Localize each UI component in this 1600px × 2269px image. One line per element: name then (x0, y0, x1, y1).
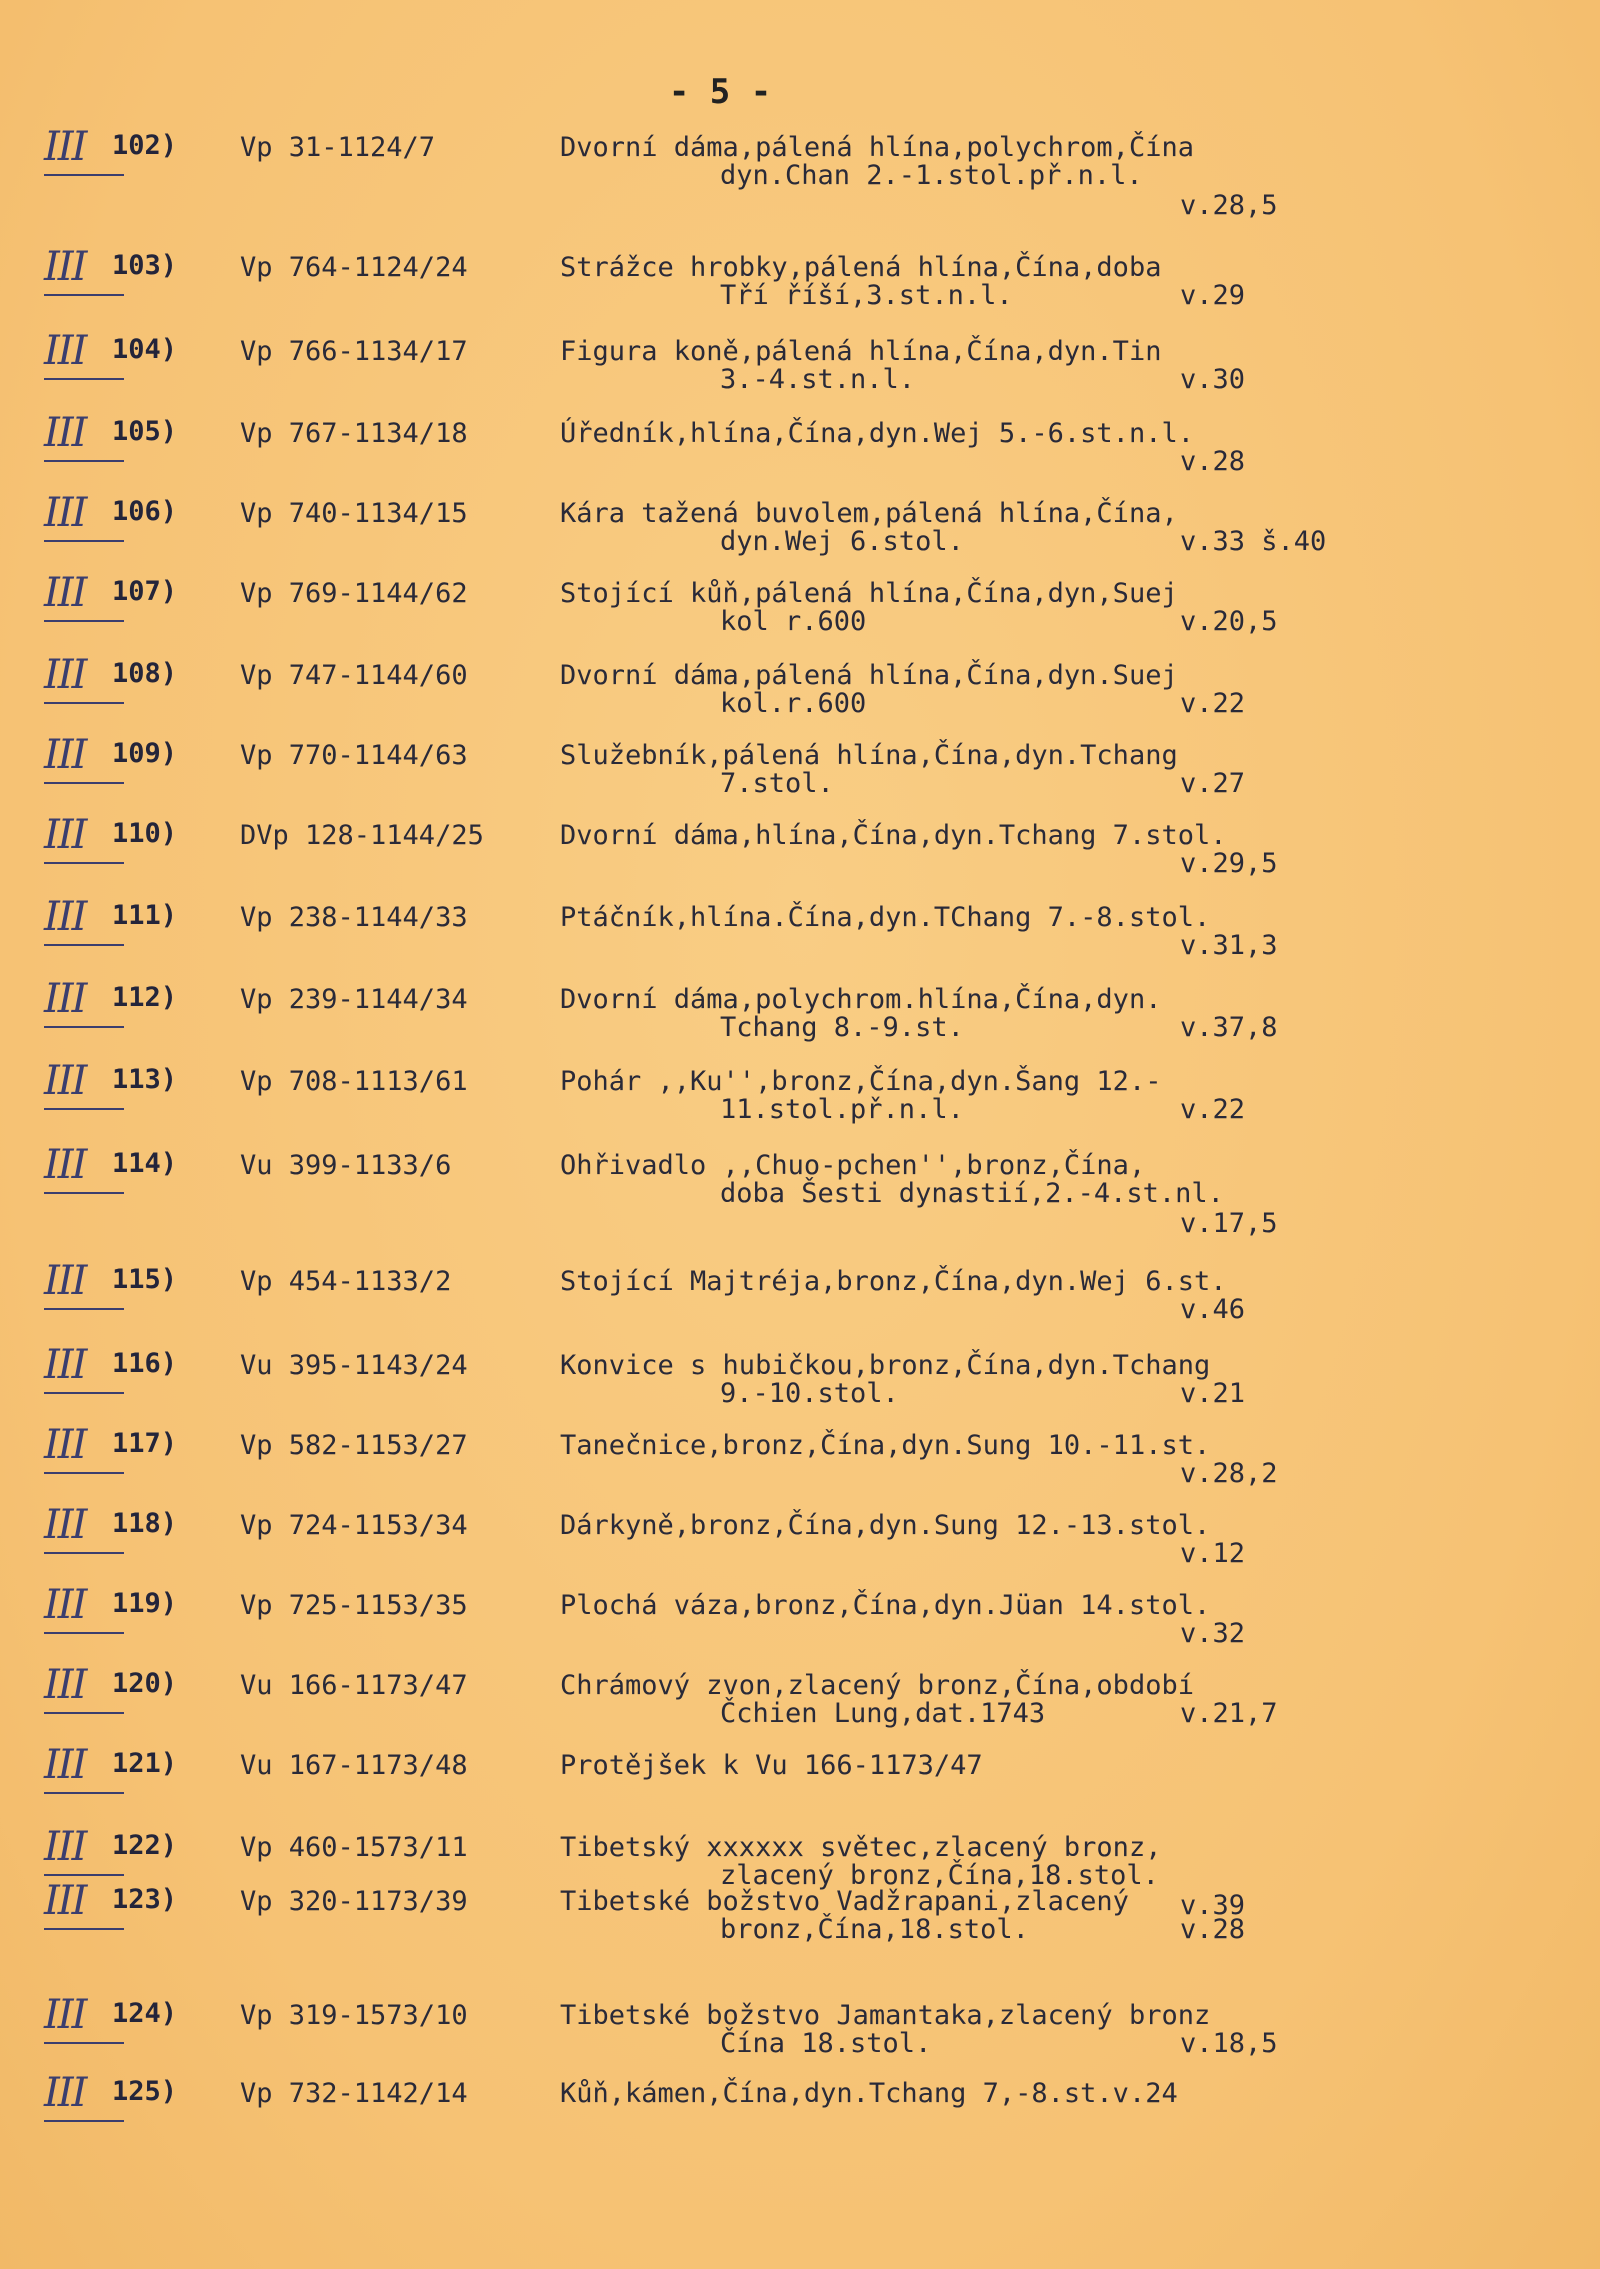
inventory-number: Vu 166-1173/47 (240, 1670, 468, 1701)
entry-number: 115) (112, 1264, 178, 1295)
description-line-3: v.39 (1180, 1890, 1246, 1921)
entry-number: 105) (112, 416, 178, 447)
list-item (0, 894, 1600, 980)
description-line-2: dyn.Chan 2.-1.stol.př.n.l. (720, 160, 1143, 191)
list-item (0, 1878, 1600, 1964)
handwritten-mark: III (44, 1258, 124, 1310)
measurement: v.30 (1180, 364, 1246, 395)
list-item (0, 124, 1600, 221)
entry-number: 102) (112, 130, 178, 161)
measurement: v.28 (1180, 1914, 1246, 1945)
description-line-2: Tří říší,3.st.n.l. (720, 280, 1013, 311)
inventory-number: Vu 167-1173/48 (240, 1750, 468, 1781)
inventory-number: Vp 239-1144/34 (240, 984, 468, 1015)
entry-number: 110) (112, 818, 178, 849)
list-item (0, 652, 1600, 738)
handwritten-mark: III (44, 1992, 124, 2044)
handwritten-mark: III (44, 1142, 124, 1194)
description-line-2: kol r.600 (720, 606, 867, 637)
list-item (0, 490, 1600, 576)
measurement: v.20,5 (1180, 606, 1278, 637)
measurement: v.28 (1180, 446, 1246, 477)
list-item (0, 2070, 1600, 2156)
inventory-number: Vp 766-1134/17 (240, 336, 468, 367)
handwritten-mark: III (44, 124, 124, 176)
inventory-number: Vp 769-1144/62 (240, 578, 468, 609)
handwritten-mark: III (44, 812, 124, 864)
inventory-number: Vp 582-1153/27 (240, 1430, 468, 1461)
entry-number: 121) (112, 1748, 178, 1779)
list-item (0, 1342, 1600, 1428)
entry-number: 104) (112, 334, 178, 365)
description-line-1: Tibetský xxxxxx světec,zlacený bronz, (560, 1832, 1162, 1863)
list-item (0, 410, 1600, 496)
description-line-1: Ptáčník,hlína.Čína,dyn.TChang 7.-8.stol. (560, 902, 1211, 933)
handwritten-mark: III (44, 1582, 124, 1634)
entry-number: 119) (112, 1588, 178, 1619)
description-line-2: doba Šesti dynastií,2.-4.st.nl. (720, 1178, 1224, 1209)
handwritten-mark: III (44, 1422, 124, 1474)
inventory-number: Vp 460-1573/11 (240, 1832, 468, 1863)
inventory-number: Vp 238-1144/33 (240, 902, 468, 933)
description-line-1: Tibetské božstvo Vadžrapani,zlacený (560, 1886, 1129, 1917)
description-line-1: Pohár ,,Ku'',bronz,Čína,dyn.Šang 12.- (560, 1066, 1162, 1097)
description-line-1: Kára tažená buvolem,pálená hlína,Čína, (560, 498, 1178, 529)
entry-number: 124) (112, 1998, 178, 2029)
entry-number: 108) (112, 658, 178, 689)
description-line-1: Stojící Majtréja,bronz,Čína,dyn.Wej 6.st. (560, 1266, 1227, 1297)
entry-number: 122) (112, 1830, 178, 1861)
description-line-1: Stojící kůň,pálená hlína,Čína,dyn,Suej (560, 578, 1178, 609)
entry-number: 113) (112, 1064, 178, 1095)
inventory-number: Vp 764-1124/24 (240, 252, 468, 283)
entry-number: 120) (112, 1668, 178, 1699)
list-item (0, 976, 1600, 1062)
description-line-1: Dvorní dáma,hlína,Čína,dyn.Tchang 7.stol. (560, 820, 1227, 851)
description-line-2: Čchien Lung,dat.1743 (720, 1698, 1046, 1729)
entry-number: 112) (112, 982, 178, 1013)
inventory-number: Vp 732-1142/14 (240, 2078, 468, 2109)
handwritten-mark: III (44, 1824, 124, 1876)
handwritten-mark: III (44, 732, 124, 784)
inventory-number: Vu 395-1143/24 (240, 1350, 468, 1381)
measurement: v.31,3 (1180, 930, 1278, 961)
description-line-2: bronz,Čína,18.stol. (720, 1914, 1029, 1945)
handwritten-mark: III (44, 1878, 124, 1930)
list-item (0, 1058, 1600, 1144)
description-line-2: 3.-4.st.n.l. (720, 364, 916, 395)
inventory-number: Vp 770-1144/63 (240, 740, 468, 771)
handwritten-mark: III (44, 328, 124, 380)
description-line-2: 7.stol. (720, 768, 834, 799)
list-item (0, 1142, 1600, 1239)
description-line-1: Dárkyně,bronz,Čína,dyn.Sung 12.-13.stol. (560, 1510, 1211, 1541)
list-item (0, 1502, 1600, 1588)
description-line-1: Dvorní dáma,pálená hlína,Čína,dyn.Suej (560, 660, 1178, 691)
inventory-number: Vp 320-1173/39 (240, 1886, 468, 1917)
list-item (0, 812, 1600, 898)
list-item (0, 1422, 1600, 1508)
inventory-number: Vp 31-1124/7 (240, 132, 436, 163)
description-line-1: Figura koně,pálená hlína,Čína,dyn.Tin (560, 336, 1162, 367)
description-line-2: Čína 18.stol. (720, 2028, 932, 2059)
entry-number: 117) (112, 1428, 178, 1459)
description-line-2: Tchang 8.-9.st. (720, 1012, 964, 1043)
handwritten-mark: III (44, 1662, 124, 1714)
inventory-number: Vp 724-1153/34 (240, 1510, 468, 1541)
description-line-2: kol.r.600 (720, 688, 867, 719)
list-item (0, 1582, 1600, 1668)
description-line-2: 11.stol.př.n.l. (720, 1094, 964, 1125)
handwritten-mark: III (44, 1342, 124, 1394)
entry-number: 123) (112, 1884, 178, 1915)
inventory-number: Vp 725-1153/35 (240, 1590, 468, 1621)
handwritten-mark: III (44, 1742, 124, 1794)
list-item (0, 328, 1600, 414)
measurement: v.46 (1180, 1294, 1246, 1325)
description-line-1: Úředník,hlína,Čína,dyn.Wej 5.-6.st.n.l. (560, 418, 1194, 449)
list-item (0, 1742, 1600, 1828)
list-item (0, 570, 1600, 656)
description-line-1: Protějšek k Vu 166-1173/47 (560, 1750, 983, 1781)
handwritten-mark: III (44, 1058, 124, 1110)
measurement: v.18,5 (1180, 2028, 1278, 2059)
handwritten-mark: III (44, 490, 124, 542)
description-line-3: v.17,5 (1180, 1208, 1278, 1239)
entry-number: 116) (112, 1348, 178, 1379)
description-line-1: Konvice s hubičkou,bronz,Čína,dyn.Tchang (560, 1350, 1211, 1381)
inventory-number: Vp 454-1133/2 (240, 1266, 452, 1297)
description-line-1: Strážce hrobky,pálená hlína,Čína,doba (560, 252, 1162, 283)
handwritten-mark: III (44, 976, 124, 1028)
entry-number: 114) (112, 1148, 178, 1179)
measurement: v.37,8 (1180, 1012, 1278, 1043)
measurement: v.27 (1180, 768, 1246, 799)
handwritten-mark: III (44, 410, 124, 462)
handwritten-mark: III (44, 894, 124, 946)
measurement: v.28,2 (1180, 1458, 1278, 1489)
inventory-number: Vp 319-1573/10 (240, 2000, 468, 2031)
description-line-1: Tibetské božstvo Jamantaka,zlacený bronz (560, 2000, 1211, 2031)
description-line-2: dyn.Wej 6.stol. (720, 526, 964, 557)
measurement: v.29,5 (1180, 848, 1278, 879)
description-line-1: Služebník,pálená hlína,Čína,dyn.Tchang (560, 740, 1178, 771)
list-item (0, 244, 1600, 330)
entry-number: 109) (112, 738, 178, 769)
inventory-number: Vu 399-1133/6 (240, 1150, 452, 1181)
description-line-1: Kůň,kámen,Čína,dyn.Tchang 7,-8.st.v.24 (560, 2078, 1178, 2109)
entry-number: 125) (112, 2076, 178, 2107)
measurement: v.29 (1180, 280, 1246, 311)
list-item (0, 1662, 1600, 1748)
description-line-1: Chrámový zvon,zlacený bronz,Čína,období (560, 1670, 1194, 1701)
page-number: - 5 - (668, 72, 772, 112)
list-item (0, 732, 1600, 818)
description-line-3: v.28,5 (1180, 190, 1278, 221)
entry-number: 118) (112, 1508, 178, 1539)
measurement: v.21,7 (1180, 1698, 1278, 1729)
measurement: v.22 (1180, 688, 1246, 719)
entry-number: 103) (112, 250, 178, 281)
description-line-2: zlacený bronz,Čína,18.stol. (720, 1860, 1159, 1891)
handwritten-mark: III (44, 652, 124, 704)
measurement: v.33 š.40 (1180, 526, 1327, 557)
list-item (0, 1258, 1600, 1344)
measurement: v.22 (1180, 1094, 1246, 1125)
description-line-2: 9.-10.stol. (720, 1378, 899, 1409)
entry-number: 111) (112, 900, 178, 931)
inventory-number: Vp 740-1134/15 (240, 498, 468, 529)
measurement: v.21 (1180, 1378, 1246, 1409)
inventory-number: Vp 708-1113/61 (240, 1066, 468, 1097)
entry-number: 106) (112, 496, 178, 527)
handwritten-mark: III (44, 1502, 124, 1554)
description-line-1: Plochá váza,bronz,Čína,dyn.Jüan 14.stol. (560, 1590, 1211, 1621)
description-line-1: Tanečnice,bronz,Čína,dyn.Sung 10.-11.st. (560, 1430, 1211, 1461)
inventory-number: Vp 747-1144/60 (240, 660, 468, 691)
entry-number: 107) (112, 576, 178, 607)
handwritten-mark: III (44, 244, 124, 296)
description-line-1: Dvorní dáma,polychrom.hlína,Čína,dyn. (560, 984, 1162, 1015)
inventory-number: Vp 767-1134/18 (240, 418, 468, 449)
handwritten-mark: III (44, 570, 124, 622)
inventory-number: DVp 128-1144/25 (240, 820, 484, 851)
measurement: v.12 (1180, 1538, 1246, 1569)
description-line-1: Dvorní dáma,pálená hlína,polychrom,Čína (560, 132, 1194, 163)
measurement: v.32 (1180, 1618, 1246, 1649)
handwritten-mark: III (44, 2070, 124, 2122)
list-item (0, 1992, 1600, 2078)
description-line-1: Ohřivadlo ,,Chuo-pchen'',bronz,Čína, (560, 1150, 1146, 1181)
